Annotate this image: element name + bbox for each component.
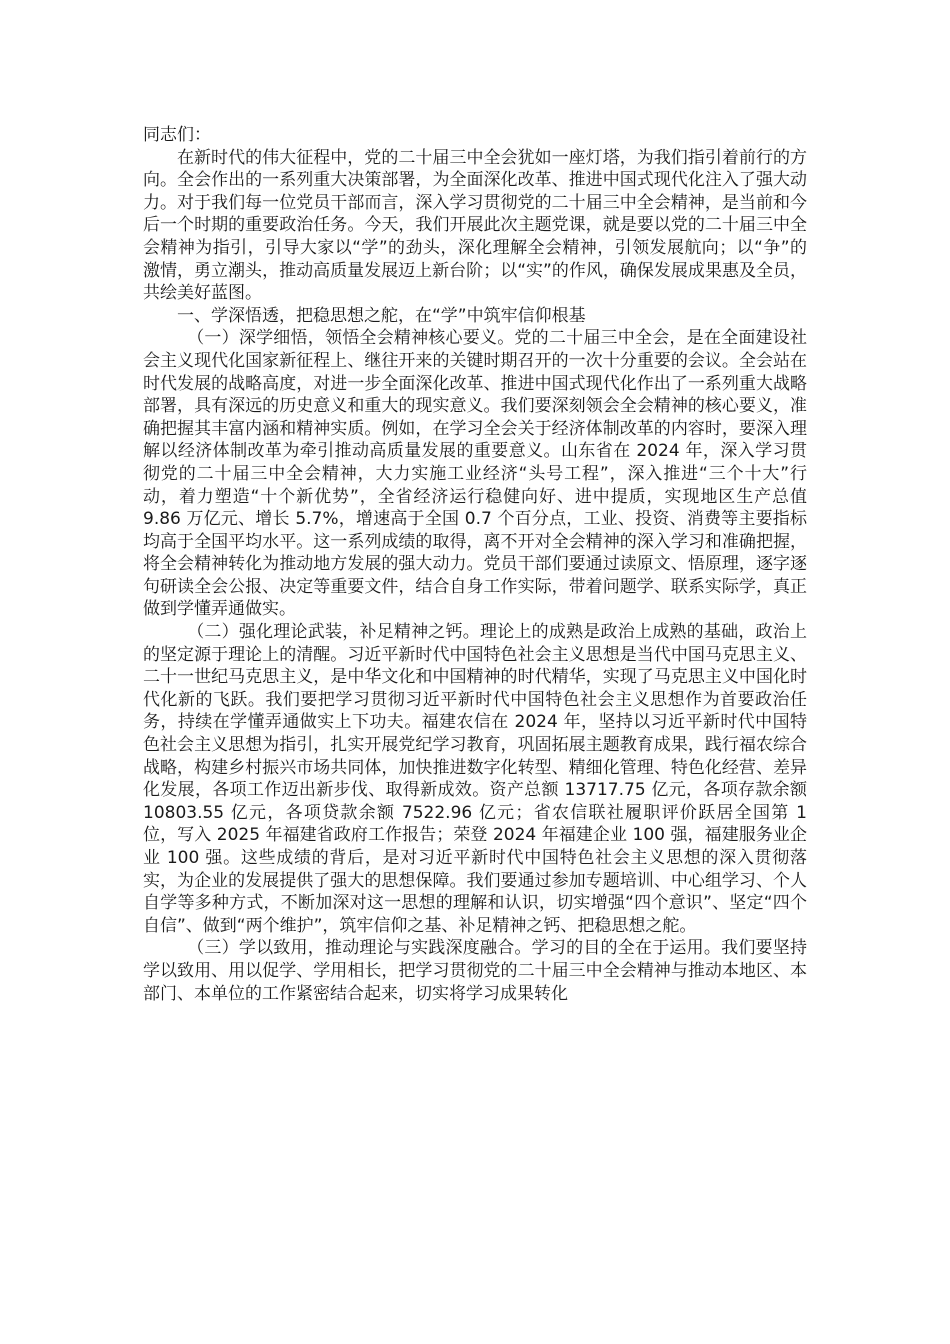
- document-page: [143, 124, 807, 1005]
- intro-paragraph: 在新时代的伟大征程中，党的二十届三中全会犹如一座灯塔，为我们指引着前行的方向。全会作出的一系列重大决策部署，为全面深化改革、推进中国式现代化注入了强大动力。对于我们每一位党员干部而言，深入学习贯彻党的二十届三中全会精神，是当前和今后一个时期的重要政治任务。今天，我们开展此次主题党课，就是要以党的二十届三中全会精神为指引，引导大家以“学”的劲头，深化理解全会精神，引领发展航向；以“争”的激情，勇立潮头，推动高质量发展迈上新台阶；以“实”的作风，确保发展成果惠及全员，共绘美好蓝图。: [143, 147, 807, 304]
- body-paragraph-1: （一）深学细悟，领悟全会精神核心要义。党的二十届三中全会，是在全面建设社会主义现代化国家新征程上、继往开来的关键时期召开的一次十分重要的会议。全会站在时代发展的战略高度，对进一步全面深化改革、推进中国式现代化作出了一系列重大战略部署，具有深远的历史意义和重大的现实意义。我们要深刻领会全会精神的核心要义，准确把握其丰富内涵和精神实质。例如，在学习全会关于经济体制改革的内容时，要深入理解以经济体制改革为牵引推动高质量发展的重要意义。山东省在 2024 年，深入学习贯彻党的二十届三中全会精神，大力实施工业经济“头号工程”，深入推进“三个十大”行动，着力塑造“十个新优势”，全省经济运行稳健向好、进中提质，实现地区生产总值 9.86 万亿元、增长 5.7%，增速高于全国 0.7 个百分点，工业、投资、消费等主要指标均高于全国平均水平。这一系列成绩的取得，离不开对全会精神的深入学习和准确把握，将全会精神转化为推动地方发展的强大动力。党员干部们要通过读原文、悟原理，逐字逐句研读全会公报、决定等重要文件，结合自身工作实际，带着问题学、联系实际学，真正做到学懂弄通做实。: [143, 328, 807, 620]
- body-paragraph-2: （二）强化理论武装，补足精神之钙。理论上的成熟是政治上成熟的基础，政治上的坚定源于理论上的清醒。习近平新时代中国特色社会主义思想是当代中国马克思主义、二十一世纪马克思主义，是中华文化和中国精神的时代精华，实现了马克思主义中国化时代化新的飞跃。我们要把学习贯彻习近平新时代中国特色社会主义思想作为首要政治任务，持续在学懂弄通做实上下功夫。福建农信在 2024 年，坚持以习近平新时代中国特色社会主义思想为指引，扎实开展党纪学习教育，巩固拓展主题教育成果，践行福农综合战略，构建乡村振兴市场共同体，加快推进数字化转型、精细化管理、特色化经营、差异化发展，各项工作迈出新步伐、取得新成效。资产总额 13717.75 亿元，各项存款余额 10803.55 亿元，各项贷款余额 7522.96 亿元；省农信联社履职评价跃居全国第 1 位，写入 2025 年福建省政府工作报告；荣登 2024 年福建企业 100 强，福建服务业企业 100 强。这些成绩的背后，是对习近平新时代中国特色社会主义思想的深入贯彻落实，为企业的发展提供了强大的思想保障。我们要通过参加专题培训、中心组学习、个人自学等多种方式，不断加深对这一思想的理解和认识，切实增强“四个意识”、坚定“四个自信”、做到“两个维护”，筑牢信仰之基、补足精神之钙、把稳思想之舵。: [143, 622, 807, 936]
- salutation: 同志们：: [143, 125, 211, 145]
- section-heading: 一、学深悟透，把稳思想之舵，在“学”中筑牢信仰根基: [177, 305, 586, 326]
- body-paragraph-3: （三）学以致用，推动理论与实践深度融合。学习的目的全在于运用。我们要坚持学以致用、用以促学、学用相长，把学习贯彻党的二十届三中全会精神与推动本地区、本部门、本单位的工作紧密结合起来，切实将学习成果转化: [143, 938, 807, 1004]
